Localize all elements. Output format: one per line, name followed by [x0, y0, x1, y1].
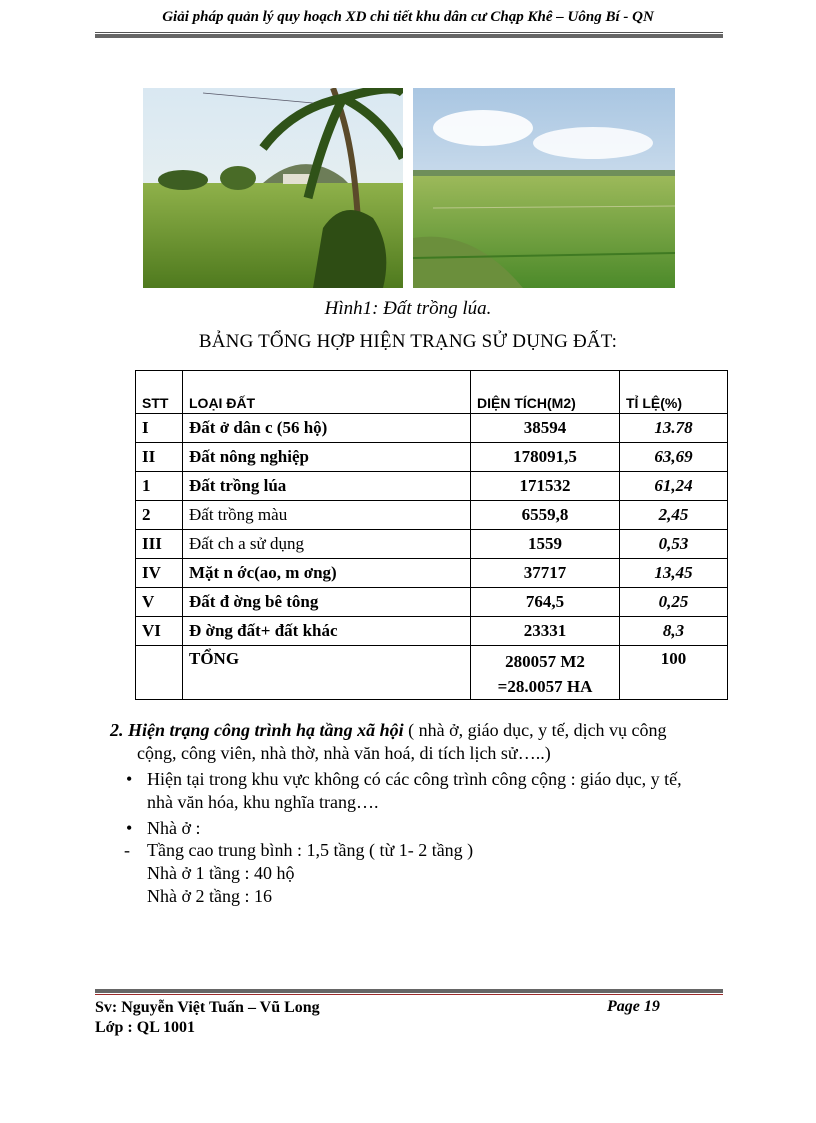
row-ratio: 2,45 [620, 501, 728, 530]
row-land-type: Đất đ ờng bê tông [183, 588, 471, 617]
table-row [136, 443, 728, 472]
table-total-row [136, 646, 728, 700]
footer-rule-thick [95, 989, 723, 993]
footer-students: Sv: Nguyễn Việt Tuấn – Vũ Long [95, 999, 320, 1016]
bullet-text: Nhà ở : [147, 818, 201, 838]
header-area: DIỆN TÍCH(M2) [471, 371, 620, 414]
bullet-housing [126, 817, 722, 840]
table-row [136, 559, 728, 588]
rice-field-photo-left [143, 88, 403, 288]
land-use-table [135, 370, 728, 700]
table-row [136, 617, 728, 646]
bullet-text-line1: Hiện tại trong khu vực không có các công trình công cộng : giáo dục, y tế, [147, 769, 682, 789]
row-area: 178091,5 [471, 443, 620, 472]
sub-item-1-floor: Nhà ở 1 tầng : 40 hộ [147, 863, 295, 883]
row-area: 1559 [471, 530, 620, 559]
total-area-ha: =28.0057 HA [497, 677, 593, 696]
header-stt: STT [136, 371, 183, 414]
row-land-type: Đất ch a sử dụng [183, 530, 471, 559]
rice-field-photo-right [413, 88, 675, 288]
total-label: TỔNG [183, 646, 471, 700]
row-land-type: Đất ở dân c (56 hộ) [183, 414, 471, 443]
row-area: 6559,8 [471, 501, 620, 530]
table-row [136, 414, 728, 443]
row-stt: VI [136, 617, 183, 646]
table-row [136, 472, 728, 501]
header-rule-thin [95, 32, 723, 33]
row-stt: V [136, 588, 183, 617]
header-ratio: TỈ LỆ(%) [620, 371, 728, 414]
row-ratio: 8,3 [620, 617, 728, 646]
total-area-m2: 280057 M2 [505, 652, 585, 671]
table-title: BẢNG TỔNG HỢP HIỆN TRẠNG SỬ DỤNG ĐẤT: [198, 331, 618, 352]
section-title: Hiện trạng công trình hạ tầng xã hội [128, 720, 404, 740]
section-2 [110, 719, 722, 765]
total-ratio: 100 [620, 646, 728, 700]
dash-item-floors [126, 839, 722, 908]
footer-class: Lớp : QL 1001 [95, 1019, 195, 1036]
footer-authors [95, 998, 320, 1038]
row-ratio: 63,69 [620, 443, 728, 472]
row-area: 37717 [471, 559, 620, 588]
row-area: 171532 [471, 472, 620, 501]
dash-text: Tầng cao trung bình : 1,5 tầng ( từ 1- 2 tầng ) [147, 840, 474, 860]
total-stt [136, 646, 183, 700]
row-land-type: Đ ờng đất+ đất khác [183, 617, 471, 646]
row-stt: IV [136, 559, 183, 588]
row-stt: 2 [136, 501, 183, 530]
row-ratio: 13,45 [620, 559, 728, 588]
row-stt: II [136, 443, 183, 472]
row-ratio: 0,53 [620, 530, 728, 559]
row-land-type: Mặt n ớc(ao, m ơng) [183, 559, 471, 588]
section-number: 2. [110, 720, 124, 740]
row-ratio: 0,25 [620, 588, 728, 617]
table-row [136, 501, 728, 530]
figure-caption: Hình1: Đất trồng lúa. [324, 298, 492, 319]
row-area: 23331 [471, 617, 620, 646]
footer-rule-thin [95, 994, 723, 995]
row-ratio: 61,24 [620, 472, 728, 501]
row-area: 764,5 [471, 588, 620, 617]
sub-item-2-floor: Nhà ở 2 tầng : 16 [147, 886, 272, 906]
row-land-type: Đất trồng màu [183, 501, 471, 530]
bullet-text-line2: nhà văn hóa, khu nghĩa trang…. [147, 792, 379, 812]
row-ratio: 13.78 [620, 414, 728, 443]
total-area [471, 646, 620, 700]
header-land-type: LOẠI ĐẤT [183, 371, 471, 414]
section-intro-line2: cộng, công viên, nhà thờ, nhà văn hoá, di tích lịch sử…..) [137, 743, 551, 763]
table-row [136, 530, 728, 559]
bullet-dot-icon: • [126, 818, 133, 838]
section-intro-line1: ( nhà ở, giáo dục, y tế, dịch vụ công [403, 720, 667, 740]
dash-icon: - [124, 840, 130, 860]
row-area: 38594 [471, 414, 620, 443]
table-row [136, 588, 728, 617]
table-header-row [136, 371, 728, 414]
row-stt: 1 [136, 472, 183, 501]
row-land-type: Đất trồng lúa [183, 472, 471, 501]
row-land-type: Đất nông nghiệp [183, 443, 471, 472]
row-stt: III [136, 530, 183, 559]
bullet-dot-icon: • [126, 769, 133, 789]
bullet-public-works [126, 768, 722, 814]
footer-page-number: Page 19 [607, 998, 660, 1015]
header-rule-thick [95, 34, 723, 38]
row-stt: I [136, 414, 183, 443]
page-header-title: Giải pháp quản lý quy hoạch XD chi tiết khu dân cư Chạp Khê – Uông Bí - QN [162, 9, 654, 25]
